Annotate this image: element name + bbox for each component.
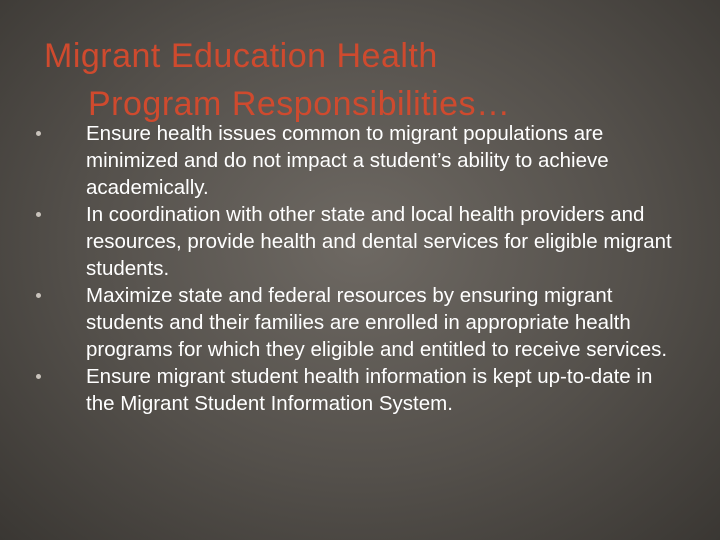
bullet-text: In coordination with other state and local health providers and resources, provide health and dental services for eligible migrant students. — [86, 203, 672, 280]
bullet-dot-icon — [36, 293, 41, 298]
slide-title-line-2: Program Responsibilities… — [88, 85, 511, 123]
bullet-text: Maximize state and federal resources by ensuring migrant students and their families are enrolled in appropriate health programs for which they eligible and entitled to receive services. — [86, 284, 668, 361]
bullet-item — [36, 363, 686, 417]
slide-title — [44, 32, 684, 128]
bullet-list — [36, 120, 686, 417]
bullet-item — [36, 201, 686, 282]
bullet-item — [36, 282, 686, 363]
bullet-dot-icon — [36, 131, 41, 136]
bullet-dot-icon — [36, 374, 41, 379]
bullet-text: Ensure health issues common to migrant populations are minimized and do not impact a student’s ability to achieve academically. — [86, 122, 609, 199]
slide-title-line-1: Migrant Education Health — [44, 37, 438, 75]
bullet-dot-icon — [36, 212, 41, 217]
bullet-item — [36, 120, 686, 201]
bullet-text: Ensure migrant student health information is kept up-to-date in the Migrant Student Information System. — [86, 365, 653, 415]
